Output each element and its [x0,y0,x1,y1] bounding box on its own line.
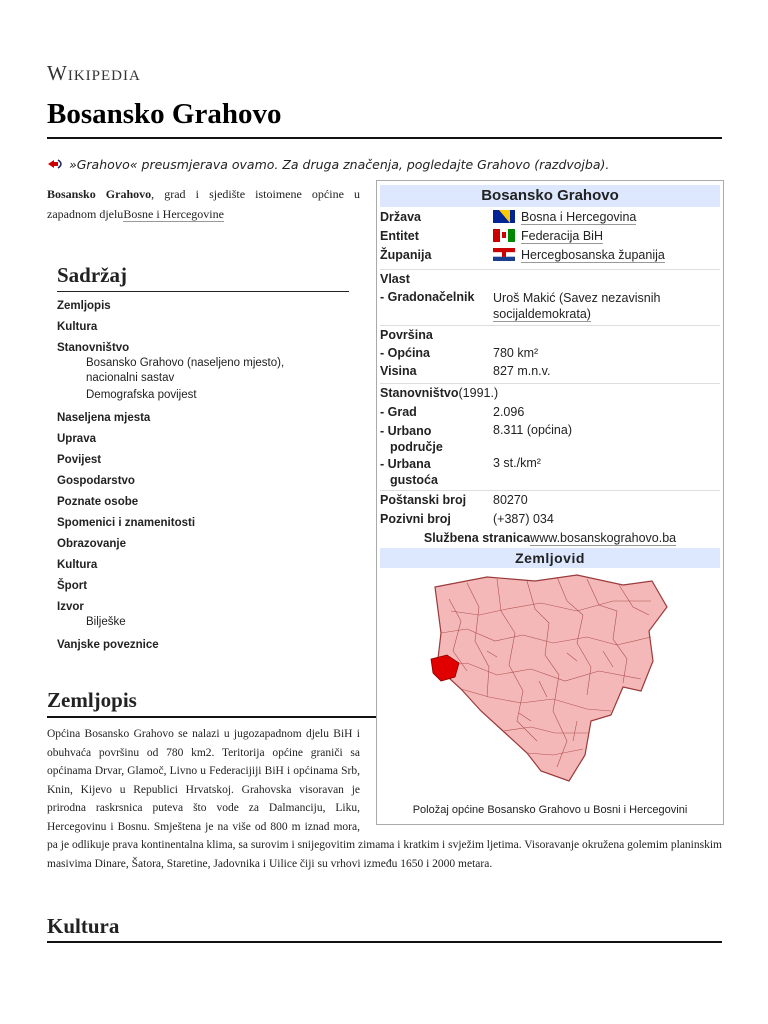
infobox-value: (+387) 034 [493,512,554,526]
zupanija-flag-icon [493,248,515,261]
toc-item-povijest[interactable]: Povijest [57,454,102,466]
urbano-label-2: područje [390,440,443,454]
infobox-label [380,423,443,455]
urbano-label-1: - Urbano [380,424,432,438]
infobox-value [493,210,636,224]
infobox-value [493,248,665,262]
entitet-link[interactable]: Federacija BiH [521,229,603,243]
disambiguation-icon [47,158,65,173]
lead-link[interactable]: Bosne i Hercegovine [123,207,224,221]
gustoca-label-2: gustoća [390,473,438,487]
lead-text: , grad i sjedište istoimene općine u zapadnom djelu [47,187,360,221]
location-map[interactable] [427,571,672,791]
wikipedia-wordmark[interactable]: Wikipedia [47,61,141,85]
infobox-label: Entitet [380,229,419,243]
zupanija-link[interactable]: Hercegbosanska županija [521,248,665,262]
toc-item-poznate-osobe[interactable]: Poznate osobe [57,496,139,508]
toc-divider [57,291,349,292]
map-heading: Zemljovid [380,548,720,568]
stranica-label: Službena stranica [423,531,531,545]
infobox-value: 827 m.n.v. [493,364,551,378]
stanovnistvo-label: Stanovništvo [380,386,459,400]
lead-bold: Bosansko Grahovo [47,187,152,201]
hatnote [47,157,727,177]
infobox-value [493,290,660,322]
toc-subitem-nacionalni-sastav[interactable]: Bosansko Grahovo (naseljeno mjesto), nacionalni sastav [86,357,285,384]
stanovnistvo-year: (1991.) [458,386,499,400]
toc-item-sport[interactable]: Šport [57,580,88,592]
infobox-label: - Gradonačelnik [380,290,475,304]
infobox-row-stranica [380,531,720,545]
toc-item-gospodarstvo[interactable]: Gospodarstvo [57,475,135,487]
toc-item-kultura-2[interactable]: Kultura [57,559,98,571]
gradonacelnik-line-1[interactable]: Uroš Makić (Savez nezavisnih [493,291,661,305]
infobox-label: Država [380,210,421,224]
infobox-label: - Općina [380,346,431,360]
section-heading-zemljopis: Zemljopis [47,688,137,712]
infobox-label: Županija [380,248,432,262]
toc-subitem-demografska-povijest[interactable]: Demografska povijest [86,389,197,401]
infobox-value: 2.096 [493,405,525,419]
infobox-label [380,456,438,488]
toc-item-obrazovanje[interactable]: Obrazovanje [57,538,127,550]
title-divider [47,137,722,139]
gradonacelnik-line-2[interactable]: socijaldemokrata) [493,307,591,321]
infobox-value [493,229,603,243]
infobox-divider [380,269,720,270]
infobox-label: Vlast [380,272,410,286]
website-link[interactable]: www.bosanskograhovo.ba [530,531,677,545]
toc-item-zemljopis[interactable]: Zemljopis [57,300,111,312]
infobox-value: 780 km² [493,346,539,360]
infobox-label: Površina [380,328,433,342]
toc-item-vanjske-poveznice[interactable]: Vanjske poveznice [57,639,159,651]
section-heading-kultura: Kultura [47,914,120,938]
drzava-link[interactable]: Bosna i Hercegovina [521,210,637,224]
lead-paragraph [47,184,360,224]
zemljopis-text: Općina Bosansko Grahovo se nalazi u jugozapadnom djelu BiH i obuhvaća površinu od 780 km2. Teritorija općine graniči sa općinama Drvar, Glamoč, Livno u Federacijiji BiH i općinama Srb, Knin, Kijevo u Republici Hrvatskoj. Grahovska visoravan je prirodna raskrsnica puteva što vode za Dalmanciju, Liku, Hercegovinu i Bosnu. Smještena je na više od 800 m iznad mora, pa je odlikuje prava kontinentalna klima, sa surovim i snijegovitim zimama i kratkim i svježim ljetima. Visoravanje okružena golemim planinskim masivima Dinare, Šatora, Staretine, Jadovnika i Uilice čiji su vrhovi između 1650 i 2000 metara. [47,728,722,870]
fbih-flag-icon [493,229,515,242]
infobox [376,180,724,825]
gustoca-label-1: - Urbana [380,457,431,471]
toc-item-izvor[interactable]: Izvor [57,601,84,613]
infobox-value: 80270 [493,493,528,507]
toc-item-stanovnistvo[interactable]: Stanovništvo [57,342,130,354]
bih-flag-icon [493,210,515,223]
infobox-divider [380,325,720,326]
infobox-label [380,386,498,400]
infobox-label: Visina [380,364,417,378]
infobox-label: - Grad [380,405,417,419]
infobox-label: Poštanski broj [380,493,467,507]
section-divider-kultura [47,941,722,943]
infobox-label: Pozivni broj [380,512,451,526]
infobox-divider [380,490,720,491]
infobox-divider [380,383,720,384]
toc-title: Sadržaj [57,263,127,287]
toc-item-uprava[interactable]: Uprava [57,433,96,445]
hatnote-text[interactable]: »Grahovo« preusmjerava ovamo. Za druga značenja, pogledajte Grahovo (razdvojba). [69,157,610,172]
toc-subitem-biljeske[interactable]: Bilješke [86,616,126,628]
infobox-value: 3 st./km² [493,456,541,470]
toc-item-kultura[interactable]: Kultura [57,321,98,333]
infobox-title: Bosansko Grahovo [380,185,720,207]
page-title: Bosansko Grahovo [47,98,282,130]
toc-item-spomenici[interactable]: Spomenici i znamenitosti [57,517,196,529]
map-caption: Položaj općine Bosansko Grahovo u Bosni i Hercegovini [412,804,688,816]
toc-item-naseljena-mjesta[interactable]: Naseljena mjesta [57,412,151,424]
infobox-value: 8.311 (općina) [493,423,572,437]
